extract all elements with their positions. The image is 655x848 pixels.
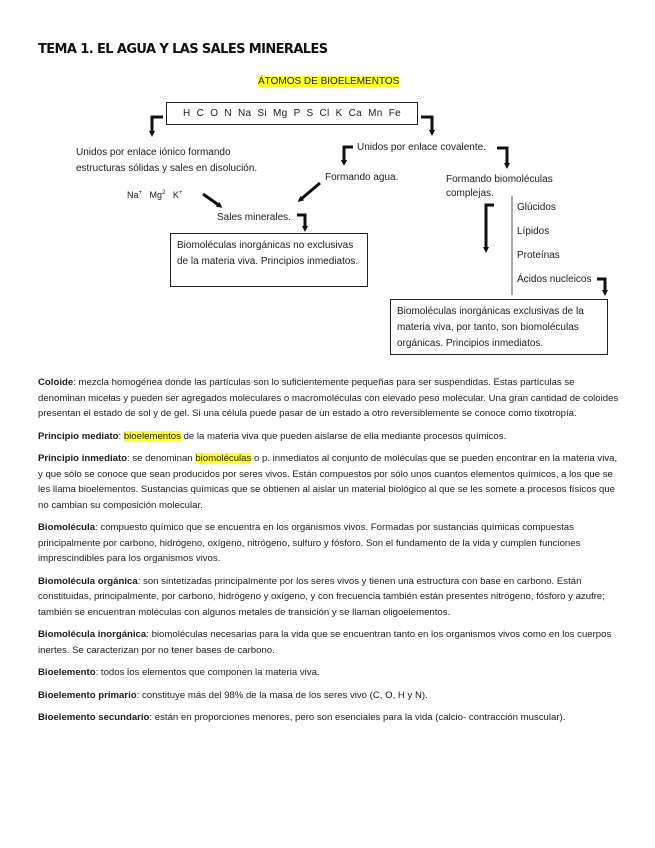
- arrow-ionic: [152, 117, 163, 134]
- def-biomolecula-organica: Biomolécula orgánica: son sintetizadas principalmente por los seres vivos y tienen una estructura con base en carbono. Están constituidas, principalmente, por carbono, hidrógeno y oxígeno, y con frecuencia también están presentes nitrógeno, fósforo y azufre; también se encuentran moléculas con algunos metales de transición y se llaman oligoelementos.: [38, 575, 605, 618]
- covalent-text: Unidos por enlace covalente.: [357, 142, 486, 153]
- page-title: TEMA 1. EL AGUA Y LAS SALES MINERALES: [38, 42, 328, 57]
- arrow-complex: [486, 205, 494, 250]
- type-lipidos: Lípidos: [517, 226, 550, 237]
- organic-box: Biomoléculas inorgánicas exclusivas de la materia viva, por tanto, son biomoléculas orgánicas. Principios inmediatos.: [390, 299, 608, 355]
- inorganic-box: Biomoléculas inorgánicas no exclusivas de la materia viva. Principios inmediatos.: [170, 233, 368, 287]
- diagram-heading: ÁTOMOS DE BIOELEMENTOS: [258, 76, 400, 87]
- def-principio-inmediato: Principio inmediato: se denominan biomoléculas o p. inmediatos al conjunto de moléculas que se pueden encontrar en la materia viva, y que sólo se conoce que sean producidos por seres vivos. Están compuestos por sólo unos cuantos elementos químicos, a los que se les llama bioelementos. Sustancias químicas que se obtienen al aislar un material biológico al que se les somete a procesos físicos que no cambian su composición molecular.: [38, 453, 618, 511]
- arrow-salts-box: [297, 215, 305, 229]
- salts-text: Sales minerales.: [217, 212, 291, 223]
- type-acidos: Ácidos nucleicos: [517, 274, 592, 285]
- type-proteinas: Proteínas: [517, 250, 560, 261]
- complex-text-1: Formando biomoléculas: [446, 174, 553, 185]
- elements-box: H C O N Na Si Mg P S Cl K Ca Mn Fe: [166, 102, 418, 125]
- arrow-right: [421, 117, 432, 133]
- def-bioelemento-primario: Bioelemento primario: constituye más del 98% de la masa de los seres vivo (C, O, H y N).: [38, 689, 428, 701]
- arrow-covalent-right: [497, 148, 507, 166]
- type-glucidos: Glúcidos: [517, 202, 556, 213]
- arrow-acidos: [597, 279, 605, 293]
- complex-text-2: complejas.: [446, 188, 494, 199]
- water-text: Formando agua.: [325, 172, 399, 183]
- ionic-text-1: Unidos por enlace iónico formando: [76, 147, 231, 158]
- arrow-water-salts: [300, 183, 320, 200]
- arrow-covalent-left: [344, 147, 353, 163]
- def-coloide: Coloide: mezcla homogénea donde las partículas son lo suficientemente pequeñas para ser suspendidas. Estas partículas se denominan micelas y pueden ser agregados moleculares o macromoléculas con elevado peso molecular. Una gran cantidad de coloides presentan el estado de sol y de gel. Si una célula puede pasar de un estado a otro reversiblemente se conoce como tixotropía.: [38, 377, 619, 419]
- def-biomolecula-inorganica: Biomolécula inorgánica: biomoléculas necesarias para la vida que se encuentran tanto en los organismos vivos como en los cuerpos inertes. Se caracterizan por no tener bases de carbono.: [38, 629, 612, 656]
- def-bioelemento-secundario: Bioelemento secundario: están en proporciones menores, pero son esenciales para la vida (calcio- contracción muscular).: [38, 712, 566, 723]
- def-principio-mediato: Principio mediato: bioelementos de la materia viva que pueden aislarse de ella mediante procesos químicos.: [38, 430, 507, 442]
- definitions: [38, 375, 620, 733]
- def-biomolecula: Biomolécula: compuesto químico que se encuentra en los organismos vivos. Formadas por sustancias químicas compuestas principalmente por carbono, hidrógeno, oxígeno, nitrógeno, sulfuro y fósforo. Son el fundamento de la vida y cumplen funciones imprescindibles para los organismos vivos.: [38, 522, 581, 564]
- ions-label: Na+ Mg$^2$ K+: [127, 190, 183, 200]
- def-bioelemento: Bioelemento: todos los elementos que componen la materia viva.: [38, 667, 320, 678]
- ionic-text-2: estructuras sólidas y sales en disolución.: [76, 163, 258, 174]
- arrow-ions-salts: [203, 194, 220, 206]
